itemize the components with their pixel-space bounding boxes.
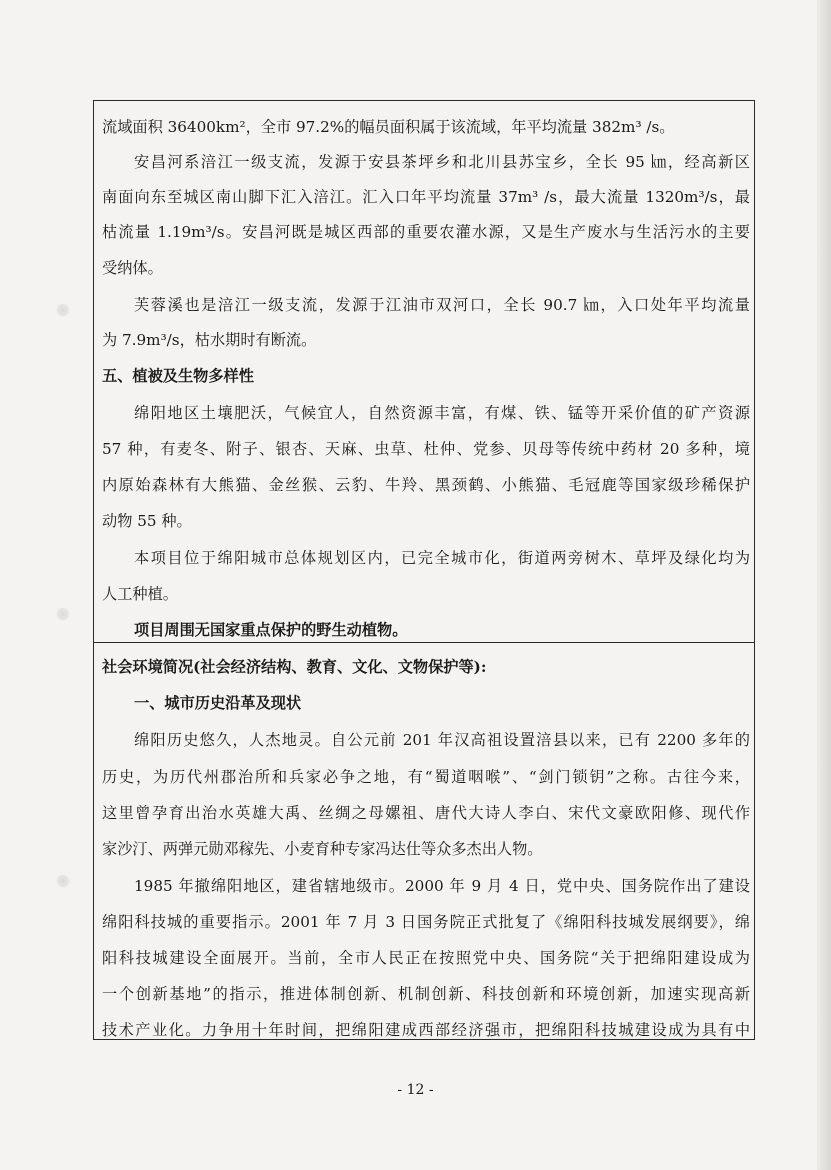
paragraph-line: 绵阳历史悠久，人杰地灵。自公元前 201 年汉高祖设置涪县以来，已有 2200 多年的 bbox=[134, 731, 750, 749]
paragraph-line: 安昌河系涪江一级支流，发源于安县茶坪乡和北川县苏宝乡，全长 95 ㎞，经高新区 bbox=[134, 153, 750, 171]
paragraph-line: 历史，为历代州郡治所和兵家必争之地，有“蜀道咽喉”、“剑门锁钥”之称。古往今来， bbox=[102, 768, 750, 786]
paragraph-line: 技术产业化。力争用十年时间，把绵阳建成西部经济强市，把绵阳科技城建设成为具有中 bbox=[102, 1021, 750, 1039]
paragraph-line: 一个创新基地”的指示，推进体制创新、机制创新、科技创新和环境创新，加速实现高新 bbox=[102, 985, 750, 1003]
page-number: - 12 - bbox=[397, 1082, 434, 1098]
paragraph-line: 为 7.9m³/s，枯水期时有断流。 bbox=[102, 331, 317, 349]
section-heading: 一、城市历史沿革及现状 bbox=[134, 694, 302, 712]
paragraph-line: 南面向东至城区南山脚下汇入涪江。汇入口年平均流量 37m³ /s，最大流量 1320m³/s，最 bbox=[102, 188, 750, 206]
section-divider bbox=[94, 642, 754, 643]
paragraph-line: 芙蓉溪也是涪江一级支流，发源于江油市双河口，全长 90.7 ㎞，入口处年平均流量 bbox=[134, 296, 750, 314]
paragraph-line: 57 种，有麦冬、附子、银杏、天麻、虫草、杜仲、党参、贝母等传统中药材 20 多种，境 bbox=[102, 440, 750, 458]
paragraph-line: 绵阳地区土壤肥沃，气候宜人，自然资源丰富，有煤、铁、锰等开采价值的矿产资源 bbox=[134, 404, 750, 422]
paragraph-line: 内原始森林有大熊猫、金丝猴、云豹、牛羚、黑颈鹤、小熊猫、毛冠鹿等国家级珍稀保护 bbox=[102, 476, 750, 494]
paragraph-line: 1985 年撤绵阳地区，建省辖地级市。2000 年 9 月 4 日，党中央、国务院作出了建设 bbox=[134, 877, 750, 895]
bold-statement: 项目周围无国家重点保护的野生动植物。 bbox=[134, 621, 408, 639]
paragraph-line: 绵阳科技城的重要指示。2001 年 7 月 3 日国务院正式批复了《绵阳科技城发展纲要》，绵 bbox=[102, 913, 750, 931]
paragraph-line: 枯流量 1.19m³/s。安昌河既是城区西部的重要农灌水源，又是生产废水与生活污水的主要 bbox=[102, 223, 750, 241]
section-heading: 五、植被及生物多样性 bbox=[102, 367, 254, 385]
paragraph-line: 受纳体。 bbox=[102, 259, 163, 277]
paragraph-line: 阳科技城建设全面展开。当前，全市人民正在按照党中央、国务院“关于把绵阳建设成为 bbox=[102, 949, 750, 967]
paragraph-line: 流域面积 36400km²，全市 97.2%的幅员面积属于该流域，年平均流量 382m³ /s。 bbox=[102, 118, 675, 136]
punch-hole bbox=[56, 874, 70, 888]
paragraph-line: 人工种植。 bbox=[102, 585, 178, 603]
punch-hole bbox=[56, 303, 70, 317]
paragraph-line: 本项目位于绵阳城市总体规划区内，已完全城市化，街道两旁树木、草坪及绿化均为 bbox=[134, 549, 750, 567]
punch-hole bbox=[56, 607, 70, 621]
paragraph-line: 家沙汀、两弹元勋邓稼先、小麦育种专家冯达仕等众多杰出人物。 bbox=[102, 840, 543, 858]
paragraph-line: 这里曾孕育出治水英雄大禹、丝绸之母嫘祖、唐代大诗人李白、宋代文豪欧阳修、现代作 bbox=[102, 804, 750, 822]
page-edge bbox=[817, 0, 831, 1170]
paragraph-line: 动物 55 种。 bbox=[102, 512, 192, 530]
content-frame bbox=[93, 100, 755, 1040]
section-title: 社会环境简况(社会经济结构、教育、文化、文物保护等): bbox=[102, 658, 487, 676]
